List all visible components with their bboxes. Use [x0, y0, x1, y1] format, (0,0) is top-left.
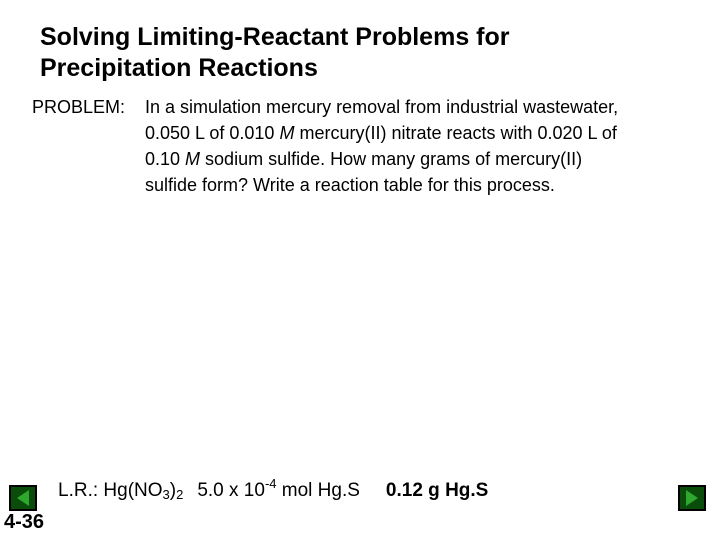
moles-exponent: -4 — [264, 476, 277, 491]
limiting-reactant-label — [58, 480, 183, 501]
formula-subscript: 2 — [176, 487, 184, 502]
problem-line-1: In a simulation mercury removal from industrial wastewater, — [145, 97, 619, 117]
problem-line-4: sulfide form? Write a reaction table for this process. — [145, 175, 555, 195]
moles-base: 5.0 x 10 — [197, 480, 265, 501]
moles-unit: mol Hg.S — [276, 480, 360, 501]
problem-line-3-end: sodium sulfide. How many grams of mercury(II) — [200, 149, 583, 169]
triangle-left-icon — [11, 487, 35, 509]
molarity-symbol: M — [279, 123, 295, 143]
slide-title-line-2: Precipitation Reactions — [40, 54, 318, 82]
molarity-symbol: M — [185, 149, 201, 169]
moles-product — [197, 476, 360, 501]
previous-slide-button[interactable] — [9, 485, 37, 511]
slide-title-line-1: Solving Limiting-Reactant Problems for — [40, 23, 510, 51]
problem-line-3 — [145, 146, 690, 172]
answer-line — [58, 476, 489, 503]
slide-title — [40, 22, 510, 84]
problem-line-2 — [145, 120, 690, 146]
formula-subscript: 3 — [162, 487, 170, 502]
final-answer: 0.12 g Hg.S — [385, 480, 489, 501]
problem-line-2-start: 0.050 L of 0.010 — [145, 123, 280, 143]
next-slide-button[interactable] — [678, 485, 706, 511]
problem-line-2-end: mercury(II) nitrate reacts with 0.020 L of — [294, 123, 617, 143]
triangle-right-icon — [680, 487, 704, 509]
limiting-reactant-formula-start: L.R.: Hg(NO — [58, 480, 163, 501]
problem-text — [145, 94, 690, 198]
slide-number: 4-36 — [4, 511, 45, 533]
problem-line-3-start: 0.10 — [145, 149, 186, 169]
problem-label: PROBLEM: — [32, 97, 126, 117]
formula-close-paren: ) — [169, 480, 177, 501]
